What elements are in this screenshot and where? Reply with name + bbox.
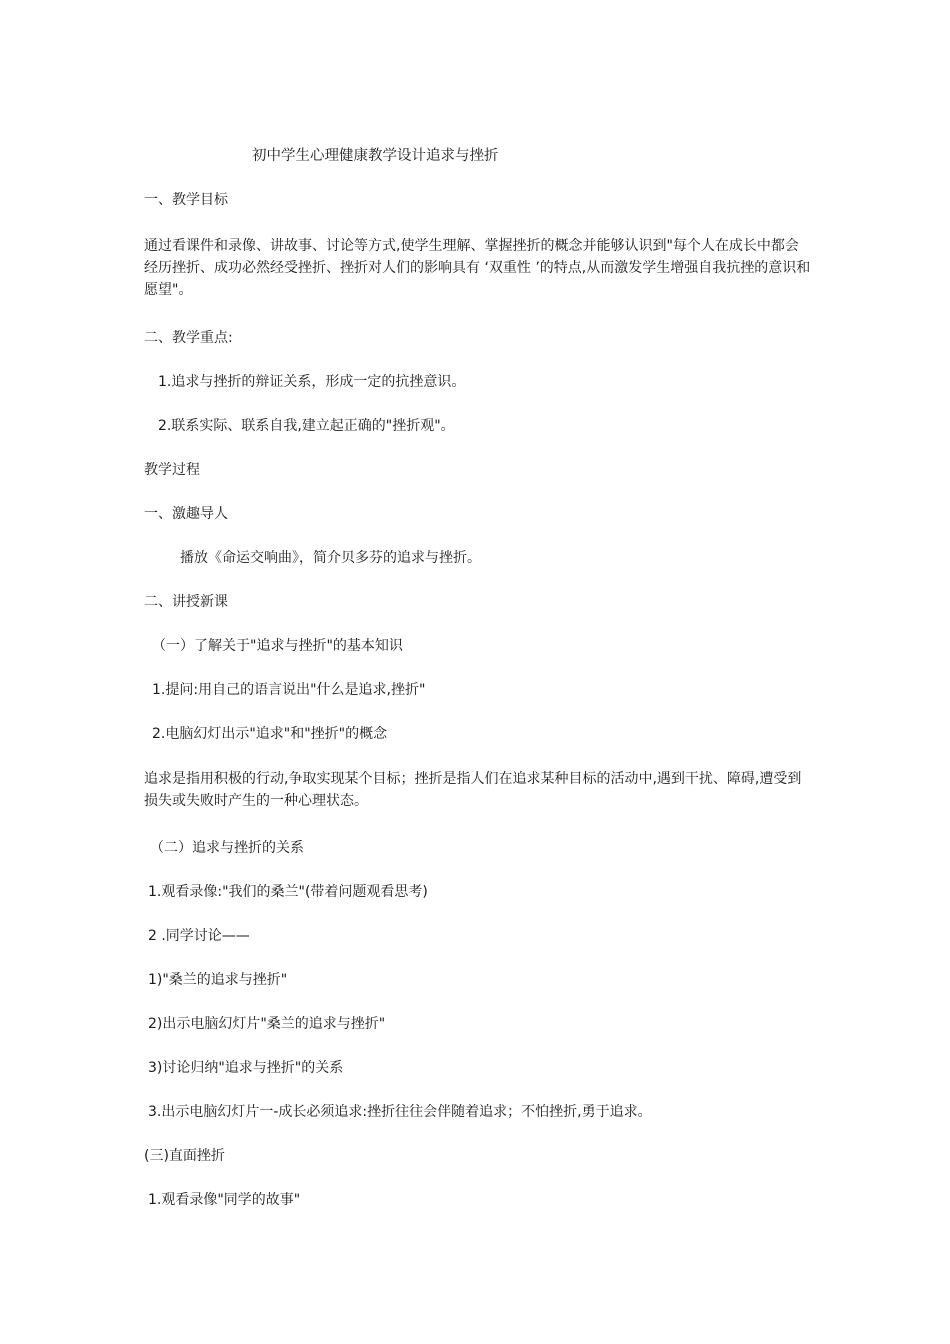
part2-item-2b: 2)出示电脑幻灯片"桑兰的追求与挫折" <box>148 1016 386 1032</box>
part2-item-2: 2 .同学讨论—— <box>148 928 250 944</box>
focus-item-1: 1.追求与挫折的辩证关系，形成一定的抗挫意识。 <box>158 374 466 390</box>
intro-heading: 一、激趣导人 <box>144 506 228 522</box>
part2-item-3: 3.出示电脑幻灯片一-成长必须追求:挫折往往会伴随着追求；不怕挫折,勇于追求。 <box>148 1104 652 1120</box>
part1-item-1: 1.提问:用自己的语言说出"什么是追求,挫折" <box>152 682 426 698</box>
part2-item-2a: 1)"桑兰的追求与挫折" <box>148 972 288 988</box>
part2-item-2c: 3)讨论归纳"追求与挫折"的关系 <box>148 1060 344 1076</box>
new-lesson-heading: 二、讲授新课 <box>144 594 228 610</box>
process-heading: 教学过程 <box>144 462 200 478</box>
goal-paragraph: 通过看课件和录像、讲故事、讨论等方式,使学生理解、掌握挫折的概念并能够认识到"每个人在成长中都会经历挫折、成功必然经受挫折、挫折对人们的影响具有 ‘双重性 ’的特点,从而激发学生增强自我抗挫的意识和愿望"。 <box>144 238 811 298</box>
intro-text: 播放《命运交响曲》，简介贝多芬的追求与挫折。 <box>180 550 481 566</box>
part2-heading: （二）追求与挫折的关系 <box>150 840 304 856</box>
focus-heading: 二、教学重点: <box>144 330 233 346</box>
part3-heading: (三)直面挫折 <box>144 1148 225 1164</box>
part3-item-1: 1.观看录像"同学的故事" <box>148 1192 301 1208</box>
goal-heading: 一、教学目标 <box>144 192 228 208</box>
part1-heading: （一）了解关于"追求与挫折"的基本知识 <box>152 638 403 654</box>
part2-item-1: 1.观看录像:"我们的桑兰"(带着问题观看思考) <box>148 884 428 900</box>
document-title: 初中学生心理健康教学设计追求与挫折 <box>252 148 499 164</box>
definition-paragraph: 追求是指用积极的行动,争取实现某个目标；挫折是指人们在追求某种目标的活动中,遇到干扰、障碍,遭受到损失或失败时产生的一种心理状态。 <box>144 771 802 809</box>
focus-item-2: 2.联系实际、联系自我,建立起正确的"挫折观"。 <box>158 418 455 434</box>
part1-item-2: 2.电脑幻灯出示"追求"和"挫折"的概念 <box>152 726 388 742</box>
